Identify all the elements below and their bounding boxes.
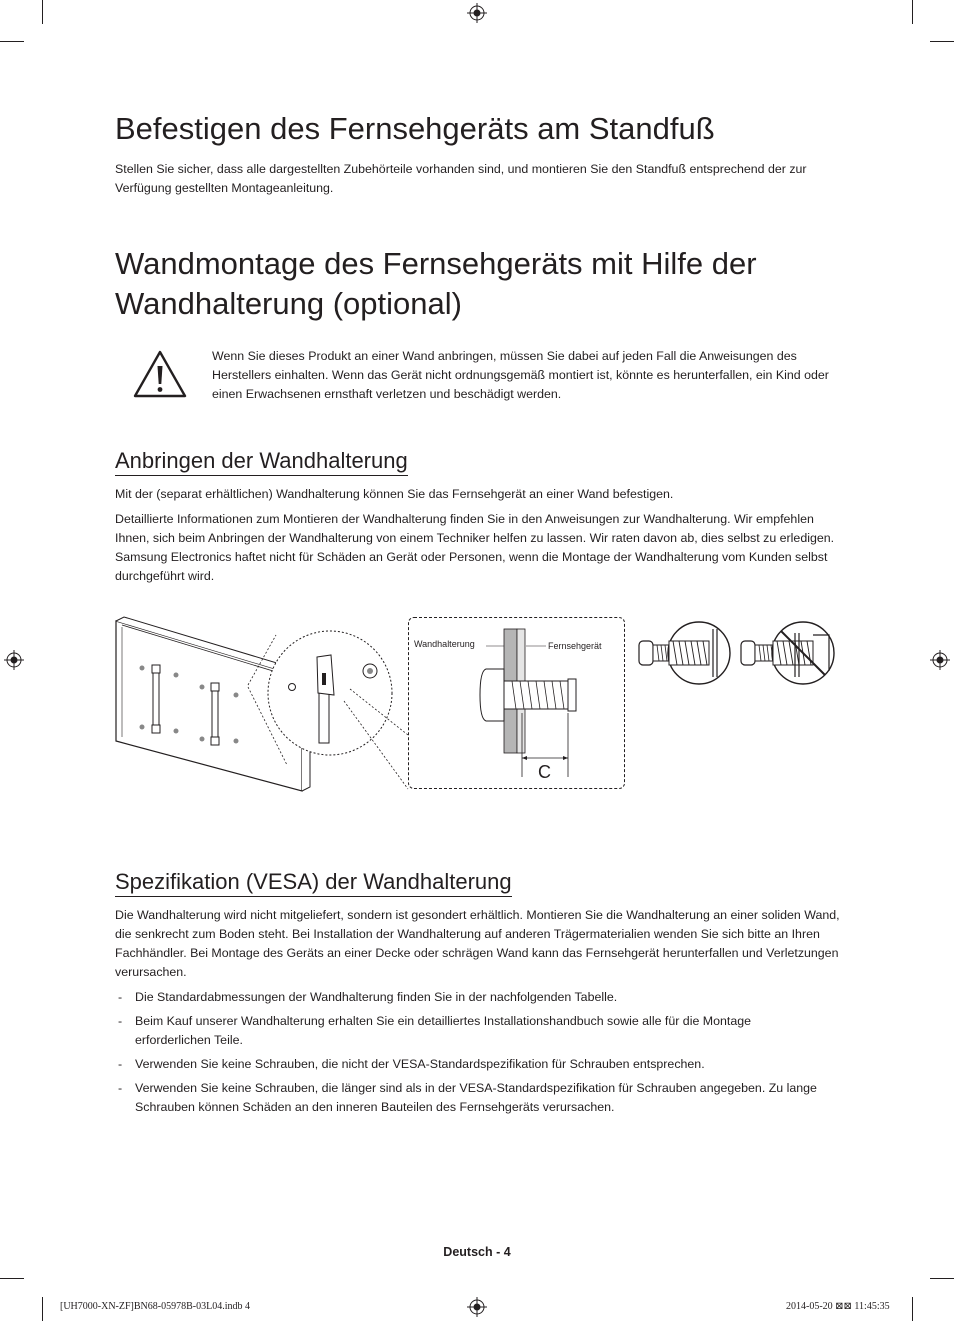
section-title-wallmount-line2: Wandhalterung (optional) (115, 286, 462, 321)
warning-text: Wenn Sie dieses Produkt an einer Wand anbringen, müssen Sie dabei auf jeden Fall die Anweisungen des Herstellers einhalten. Wenn das Gerät nicht ordnungsgemäß montiert ist, könnte es herunterfallen, ein Kind oder einen Erwachsenen ernsthaft verletzen und beschädigt werden. (212, 349, 829, 401)
footer-file-name: [UH7000-XN-ZF]BN68-05978B-03L04.indb 4 (60, 1301, 250, 1312)
registration-mark-icon (930, 650, 950, 670)
screw-cross-section-diagram (408, 617, 623, 787)
section-title-attach-text: Anbringen der Wandhalterung (115, 447, 408, 476)
registration-mark-icon (4, 650, 24, 670)
crop-mark (0, 41, 24, 42)
warning-triangle-icon (132, 349, 188, 399)
section-title-vesa-text: Spezifikation (VESA) der Wandhalterung (115, 868, 512, 897)
label-tv: Fernsehgerät (548, 641, 602, 651)
section-title-vesa (115, 868, 512, 897)
registration-mark-icon (467, 3, 487, 23)
crop-mark (42, 1297, 43, 1321)
vesa-paragraph: Die Wandhalterung wird nicht mitgeliefert, sondern ist gesondert erhältlich. Montieren Sie die Wandhalterung an einer soliden Wand, die senkrecht zum Boden steht. Bei Installation der Wandhalterung auf anderen Trägermaterialien wenden Sie sich bitte an Ihren Fachhändler. Bei Montage des Geräts an einer Decke oder schrägen Wand kann das Fernsehgerät herunterfallen und Verletzungen verursachen. (115, 908, 840, 979)
crop-mark (912, 1297, 913, 1321)
wall-mount-illustration (112, 615, 412, 795)
footer-timestamp: 2014-05-20 ⊠⊠ 11:45:35 (786, 1301, 890, 1312)
page-number: Deutsch - 4 (443, 1245, 511, 1259)
section-title-stand: Befestigen des Fernsehgeräts am Standfuß (115, 111, 715, 146)
attach-paragraph-1: Mit der (separat erhältlichen) Wandhalterung können Sie das Fernsehgerät an einer Wand befestigen. (115, 487, 674, 501)
crop-mark (0, 1278, 24, 1279)
crop-mark (912, 0, 913, 24)
correct-screw-icon (635, 619, 735, 685)
registration-mark-icon (467, 1297, 487, 1317)
crop-mark (930, 41, 954, 42)
section-title-wallmount-line1: Wandmontage des Fernsehgeräts mit Hilfe der (115, 246, 757, 281)
section-title-attach (115, 447, 408, 476)
label-wall-bracket: Wandhalterung (414, 639, 475, 649)
vesa-bullet-list (115, 988, 830, 1122)
list-item: - Beim Kauf unserer Wandhalterung erhalten Sie ein detailliertes Installationshandbuch sowie alle für die Montage erforderlichen Teile. (115, 1012, 830, 1050)
list-item: - Verwenden Sie keine Schrauben, die länger sind als in der VESA-Standardspezifikation für Schrauben angegeben. Zu lange Schrauben können Schäden an den inneren Bauteilen des Fernsehgeräts verursachen. (115, 1079, 830, 1117)
list-item: - Die Standardabmessungen der Wandhalterung finden Sie in der nachfolgenden Tabelle. (115, 988, 830, 1007)
crop-mark (42, 0, 43, 24)
label-dimension-c: C (538, 762, 551, 782)
incorrect-screw-icon (737, 619, 837, 685)
attach-paragraph-2: Detaillierte Informationen zum Montieren der Wandhalterung finden Sie in den Anweisungen zur Wandhalterung. Wir empfehlen Ihnen, sich beim Anbringen der Wandhalterung von einem Techniker helfen zu lassen. Wir raten davon ab, dies selbst zu erledigen. Samsung Electronics haftet nicht für Schäden an Gerät oder Personen, wenn die Montage der Wandhalterung vom Kunden selbst durchgeführt wird. (115, 512, 835, 583)
section-title-wallmount (115, 244, 757, 324)
stand-paragraph: Stellen Sie sicher, dass alle dargestellten Zubehörteile vorhanden sind, und montieren Sie den Standfuß entsprechend der zur Verfügung gestellten Montageanleitung. (115, 162, 807, 195)
crop-mark (930, 1278, 954, 1279)
list-item: - Verwenden Sie keine Schrauben, die nicht der VESA-Standardspezifikation für Schrauben entsprechen. (115, 1055, 830, 1074)
